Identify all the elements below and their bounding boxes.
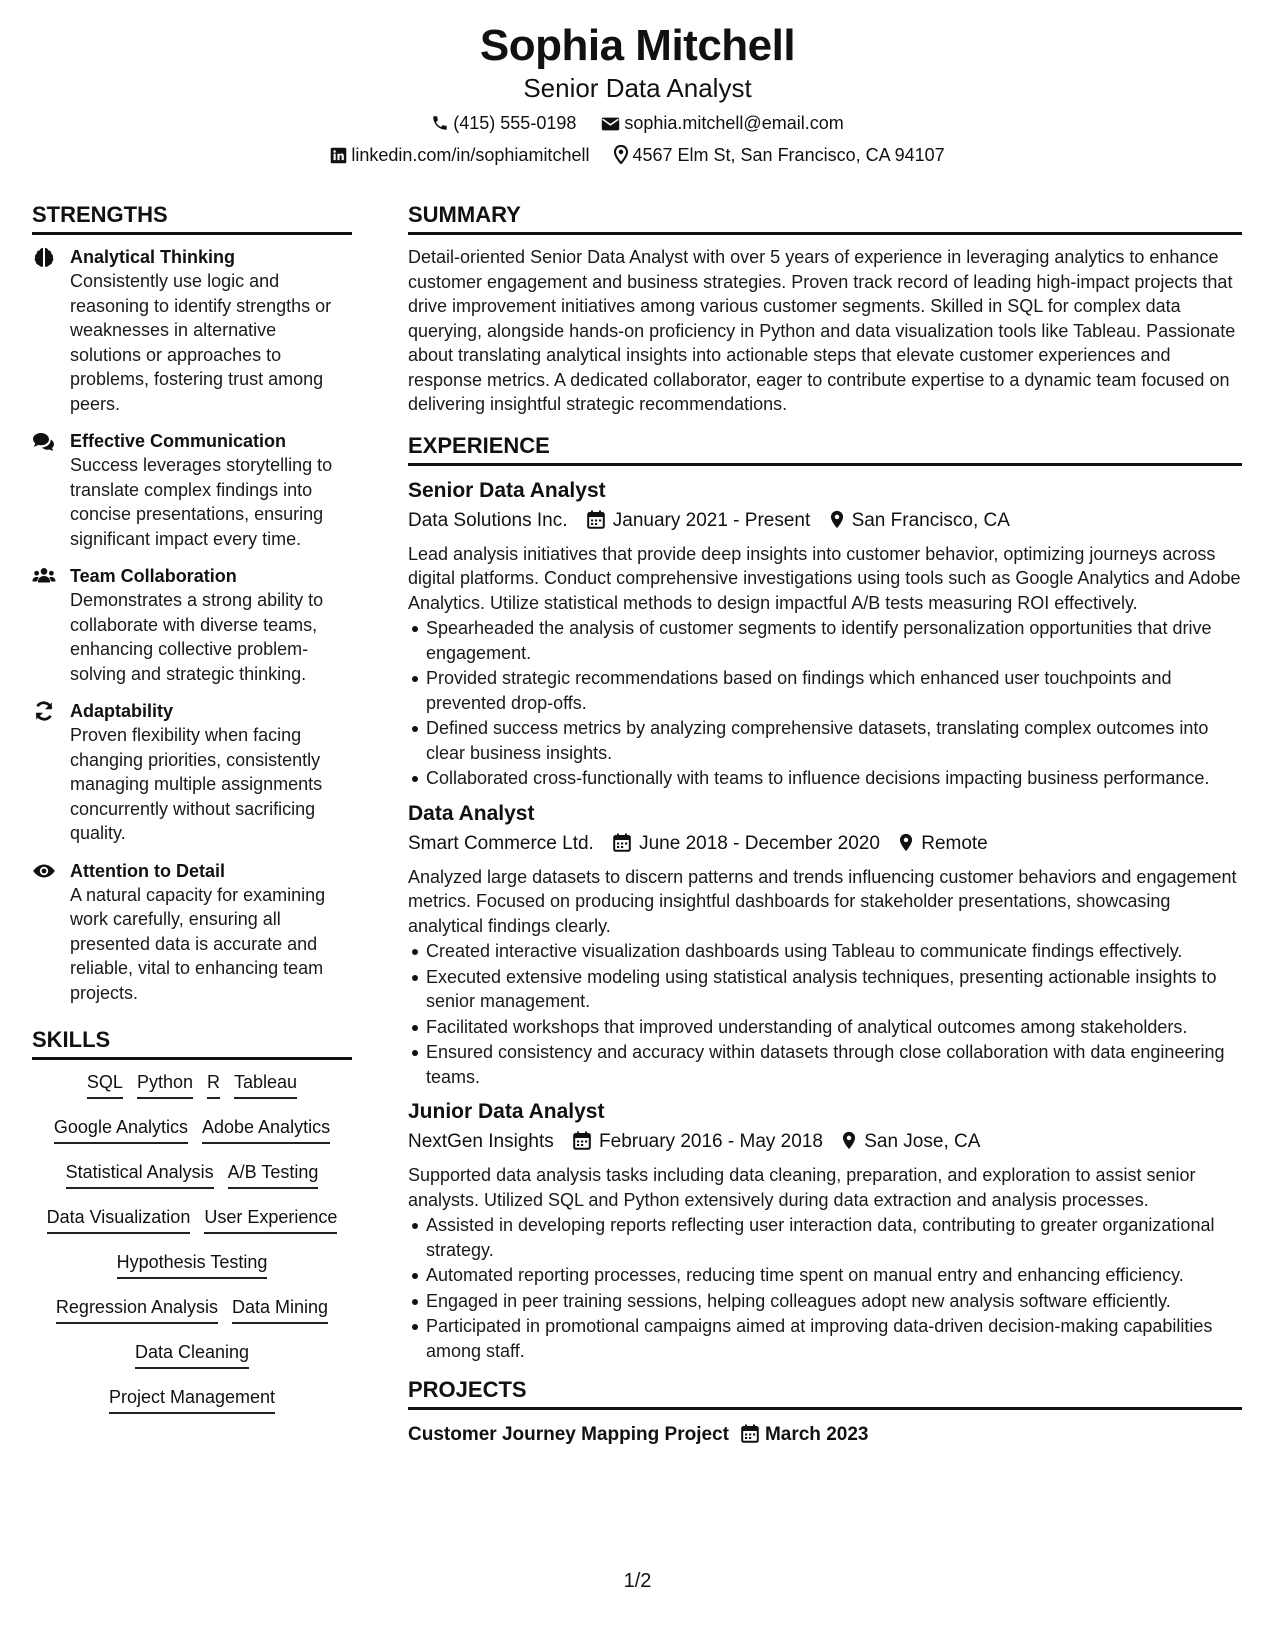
skills-heading: SKILLS	[32, 1027, 352, 1060]
job-company: Data Solutions Inc.	[408, 509, 568, 531]
skill-tag: Google Analytics	[54, 1115, 188, 1144]
bullet-item: Created interactive visualization dashboards using Tableau to communicate findings effectively.	[426, 939, 1242, 964]
experience-heading: EXPERIENCE	[408, 433, 1242, 466]
skill-tag: Data Mining	[232, 1295, 328, 1324]
skill-row	[32, 1070, 352, 1115]
job-dates-text: January 2021 - Present	[612, 509, 811, 531]
skill-tag: Statistical Analysis	[66, 1160, 214, 1189]
job-dates-text: February 2016 - May 2018	[599, 1131, 823, 1152]
strength-description: Proven flexibility when facing changing priorities, consistently managing multiple assignments concurrently without sacrificing quality.	[70, 725, 323, 843]
skill-tag: Data Visualization	[47, 1205, 191, 1234]
job-dates	[573, 1127, 823, 1157]
sync-icon	[32, 700, 56, 722]
project-entry	[408, 1420, 1242, 1450]
linkedin-icon	[330, 147, 347, 164]
summary-heading: SUMMARY	[408, 202, 1242, 235]
job-location-text: San Jose, CA	[864, 1131, 981, 1152]
skill-row	[32, 1295, 352, 1340]
skill-row	[32, 1385, 352, 1430]
bullet-item: Provided strategic recommendations based on findings which enhanced user touchpoints and prevented drop-offs.	[426, 666, 1242, 715]
skill-tag: Regression Analysis	[56, 1295, 218, 1324]
page-number: 1/2	[623, 1570, 652, 1592]
strength-item	[32, 699, 352, 846]
address-text: 4567 Elm St, San Francisco, CA 94107	[632, 145, 945, 165]
job-bullets	[408, 939, 1242, 1089]
linkedin-text[interactable]: linkedin.com/in/sophiamitchell	[351, 145, 590, 165]
email-contact[interactable]	[601, 108, 843, 138]
strength-description: A natural capacity for examining work carefully, ensuring all presented data is accurate and reliable, vital to enhancing team projects.	[70, 884, 326, 1003]
skill-tag: Data Cleaning	[135, 1340, 249, 1369]
job-description: Lead analysis initiatives that provide deep insights into customer behavior, optimizing journeys across digital platforms. Conduct comprehensive investigations using tools such as Google Analytics and Adobe Analytics. Utilize statistical methods to design impactful A/B tests measuring ROI effectively.	[408, 543, 1241, 613]
email-text[interactable]: sophia.mitchell@email.com	[624, 113, 844, 133]
strength-title: Analytical Thinking	[70, 247, 236, 267]
skills-list	[32, 1070, 352, 1430]
skill-row	[32, 1160, 352, 1205]
linkedin-contact[interactable]	[330, 140, 589, 170]
skill-tag: Adobe Analytics	[202, 1115, 330, 1144]
job-dates	[613, 829, 880, 859]
map-marker-icon	[830, 510, 844, 529]
bullet-item: Defined success metrics by analyzing comprehensive datasets, translating complex outcomes into clear business insights.	[426, 716, 1242, 765]
skill-tag: R	[207, 1070, 220, 1099]
projects-heading: PROJECTS	[408, 1377, 1242, 1410]
envelope-icon	[601, 116, 620, 132]
candidate-title: Senior Data Analyst	[523, 73, 752, 103]
skill-tag: Tableau	[234, 1070, 297, 1099]
contact-row-1	[0, 108, 1275, 138]
job-meta	[408, 829, 1242, 859]
job-dates-text: June 2018 - December 2020	[639, 832, 880, 854]
users-icon	[32, 565, 56, 587]
map-marker-icon	[614, 145, 628, 164]
job-meta	[408, 506, 1242, 536]
job-title: Senior Data Analyst	[408, 478, 606, 502]
phone-text: (415) 555-0198	[453, 113, 577, 133]
strength-title: Attention to Detail	[70, 860, 225, 881]
job-location	[830, 506, 1010, 536]
strength-item	[32, 429, 352, 551]
bullet-item: Assisted in developing reports reflecting user interaction data, contributing to greater organizational strategy.	[426, 1213, 1242, 1262]
job-location	[899, 829, 988, 859]
strength-description: Consistently use logic and reasoning to identify strengths or weaknesses in alternative solutions or approaches to problems, fostering trust among peers.	[70, 271, 332, 414]
job-title: Data Analyst	[408, 801, 535, 825]
strength-item	[32, 245, 352, 416]
strength-description: Demonstrates a strong ability to collaborate with diverse teams, enhancing collective problem-solving and strategic thinking.	[70, 590, 324, 684]
job-location	[842, 1127, 980, 1157]
job-title: Junior Data Analyst	[408, 1100, 605, 1123]
map-marker-icon	[899, 833, 913, 852]
strength-title: Team Collaboration	[70, 566, 237, 586]
map-marker-icon	[842, 1131, 856, 1150]
bullet-item: Facilitated workshops that improved understanding of analytical outcomes among stakeholders.	[426, 1015, 1242, 1040]
eye-icon	[32, 860, 56, 882]
skill-tag: Python	[137, 1070, 193, 1099]
skill-tag: SQL	[87, 1070, 123, 1099]
strength-description: Success leverages storytelling to translate complex findings into concise presentations, ensuring significant impact every time.	[70, 455, 333, 549]
job-location-text: San Francisco, CA	[851, 509, 1010, 531]
address-contact	[614, 140, 944, 170]
job-entry	[408, 476, 1242, 791]
job-meta	[408, 1127, 1242, 1157]
resume-header	[0, 18, 1275, 170]
job-bullets	[408, 1213, 1242, 1363]
strength-title: Adaptability	[70, 701, 174, 721]
left-column	[32, 202, 352, 1430]
calendar-icon	[741, 1424, 759, 1443]
skill-tag: Hypothesis Testing	[117, 1250, 268, 1279]
job-company: Smart Commerce Ltd.	[408, 832, 594, 854]
job-description: Supported data analysis tasks including data cleaning, preparation, and exploration to assist senior analysts. Utilized SQL and Python extensively during data extraction and analysis processes.	[408, 1165, 1196, 1210]
job-entry	[408, 1097, 1242, 1363]
skill-row	[32, 1205, 352, 1250]
job-dates	[587, 506, 811, 536]
calendar-icon	[587, 510, 605, 529]
strengths-heading: STRENGTHS	[32, 202, 352, 235]
strength-title: Effective Communication	[70, 431, 287, 451]
strength-item	[32, 859, 352, 1006]
skill-row	[32, 1115, 352, 1160]
calendar-icon	[573, 1131, 591, 1150]
project-title: Customer Journey Mapping Project	[408, 1424, 729, 1445]
bullet-item: Ensured consistency and accuracy within datasets through close collaboration with data engineering teams.	[426, 1040, 1242, 1089]
right-column	[408, 202, 1242, 1450]
phone-contact	[431, 108, 576, 138]
bullet-item: Executed extensive modeling using statistical analysis techniques, presenting actionable insights to senior management.	[426, 965, 1242, 1014]
candidate-name: Sophia Mitchell	[479, 21, 796, 70]
bullet-item: Collaborated cross-functionally with teams to influence decisions impacting business performance.	[426, 766, 1242, 791]
bullet-item: Spearheaded the analysis of customer segments to identify personalization opportunities that drive engagement.	[426, 616, 1242, 665]
job-entry	[408, 799, 1242, 1090]
summary-text: Detail-oriented Senior Data Analyst with over 5 years of experience in leveraging analytics to enhance customer engagement and business strategies. Proven track record of leading high-impact projects that drive improvement initiatives among various customer segments. Skilled in SQL for complex data querying, alongside hands-on proficiency in Python and data visualization tools like Tableau. Passionate about translating analytical insights into actionable steps that elevate customer experiences and response metrics. A dedicated collaborator, eager to contribute expertise to a dynamic team focused on delivering insightful strategic recommendations.	[408, 247, 1236, 414]
skill-tag: A/B Testing	[228, 1160, 319, 1189]
strength-item	[32, 564, 352, 686]
skill-tag: Project Management	[109, 1385, 275, 1414]
job-bullets	[408, 616, 1242, 791]
bullet-item: Engaged in peer training sessions, helping colleagues adopt new analysis software efficiently.	[426, 1289, 1242, 1314]
bullet-item: Automated reporting processes, reducing time spent on manual entry and enhancing efficiency.	[426, 1263, 1242, 1288]
bullet-item: Participated in promotional campaigns aimed at improving data-driven decision-making capabilities among staff.	[426, 1314, 1242, 1363]
project-date: March 2023	[764, 1424, 869, 1445]
skill-row	[32, 1250, 352, 1295]
skill-tag: User Experience	[204, 1205, 337, 1234]
brain-icon	[32, 246, 56, 268]
calendar-icon	[613, 833, 631, 852]
skill-row	[32, 1340, 352, 1385]
comments-icon	[32, 430, 56, 452]
job-description: Analyzed large datasets to discern patterns and trends influencing customer behaviors and engagement metrics. Focused on producing insightful dashboards for stakeholder presentations, showcasing analytical findings clearly.	[408, 866, 1237, 936]
phone-icon	[431, 114, 449, 132]
job-company: NextGen Insights	[408, 1131, 554, 1152]
contact-row-2	[0, 140, 1275, 170]
job-location-text: Remote	[921, 832, 988, 854]
